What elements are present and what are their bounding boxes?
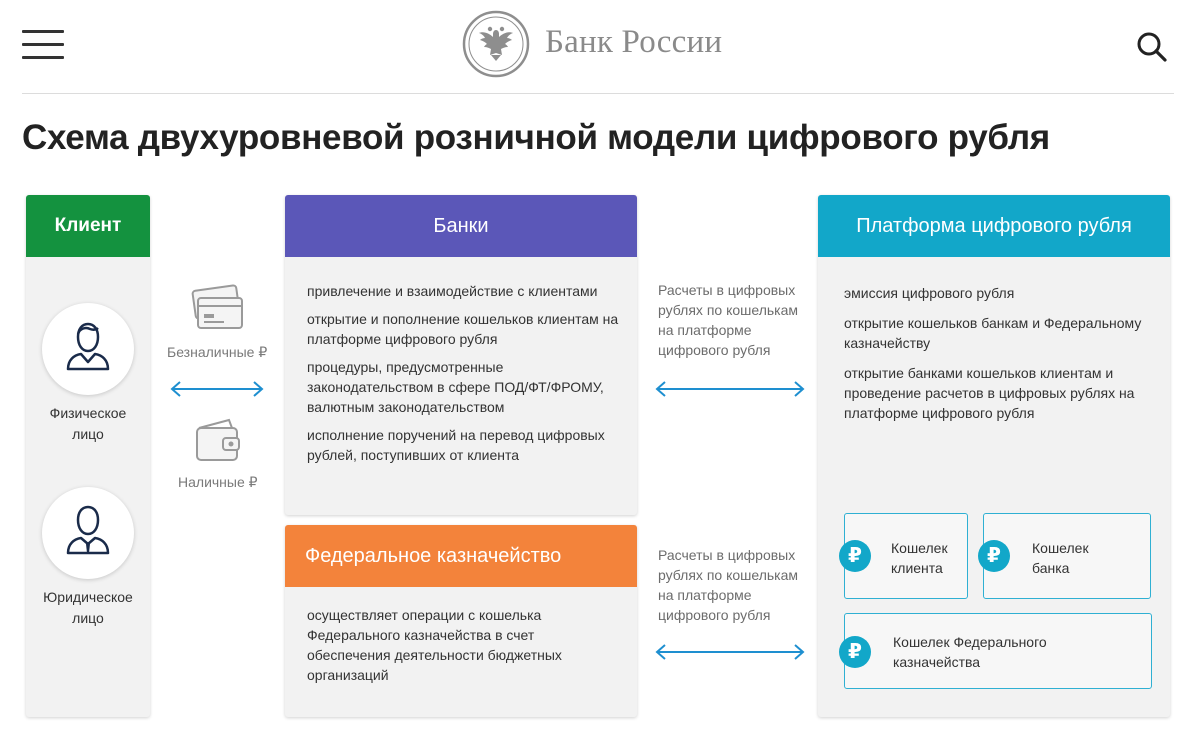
bank-wallet-label: Кошелек банка <box>1032 540 1089 576</box>
client-banks-double-arrow-icon <box>168 379 266 399</box>
client-panel-title: Клиент <box>26 195 150 257</box>
treasury-platform-double-arrow-icon <box>653 642 807 662</box>
banks-function-item: привлечение и взаимодействие с клиентами <box>307 283 598 299</box>
treasury-panel <box>285 525 637 717</box>
search-icon[interactable] <box>1134 28 1170 64</box>
legal-entity-person-icon <box>42 487 134 579</box>
banks-panel-title: Банки <box>285 195 637 257</box>
treasury-function-item: осуществляет операции с кошелька Федерального казначейства в счет обеспечения деятельности бюджетных организаций <box>307 607 562 683</box>
banks-platform-double-arrow-icon <box>653 379 807 399</box>
treasury-wallet-box <box>844 613 1152 689</box>
treasury-settlement-text: Расчеты в цифровых рублях по кошелькам на платформе цифрового рубля <box>658 547 798 623</box>
banks-function-item: процедуры, предусмотренные законодательством в сфере ПОД/ФТ/ФРОМУ, валютным законодательством <box>307 359 604 415</box>
treasury-functions-list <box>307 605 607 693</box>
banks-functions-list <box>307 281 625 473</box>
banks-function-item: открытие и пополнение кошельков клиентам на платформе цифрового рубля <box>307 311 619 347</box>
bank-cards-icon <box>188 284 246 334</box>
ruble-icon: ₽ <box>839 636 871 668</box>
cash-label: Наличные ₽ <box>178 474 258 490</box>
platform-panel-title: Платформа цифрового рубля <box>818 195 1170 257</box>
banks-panel <box>285 195 637 515</box>
cashless-label: Безналичные ₽ <box>167 344 268 360</box>
treasury-wallet-label: Кошелек Федерального казначейства <box>893 634 1047 670</box>
treasury-panel-title: Федеральное казначейство <box>285 525 637 587</box>
ruble-icon: ₽ <box>978 540 1010 572</box>
individual-label: Физическое лицо <box>49 405 127 442</box>
banks-settlement-text: Расчеты в цифровых рублях по кошелькам на платформе цифрового рубля <box>658 282 798 358</box>
platform-function-item: открытие банками кошельков клиентам и проведение расчетов в цифровых рублях на платформе цифрового рубля <box>844 365 1135 421</box>
bank-of-russia-emblem-logo <box>462 10 530 78</box>
bank-name: Банк России <box>545 24 723 60</box>
ruble-icon: ₽ <box>839 540 871 572</box>
platform-functions-list <box>844 283 1164 433</box>
banks-function-item: исполнение поручений на перевод цифровых рублей, поступивших от клиента <box>307 427 605 463</box>
platform-function-item: открытие кошельков банкам и Федеральному казначейству <box>844 315 1142 351</box>
wallet-cash-icon <box>193 416 243 464</box>
individual-person-icon <box>42 303 134 395</box>
menu-icon[interactable] <box>22 30 64 60</box>
legal-entity-label: Юридическое лицо <box>43 589 133 626</box>
header-divider <box>22 93 1174 94</box>
client-wallet-label: Кошелек клиента <box>891 540 948 576</box>
platform-function-item: эмиссия цифрового рубля <box>844 285 1015 301</box>
bank-wallet-box <box>983 513 1151 599</box>
page-title: Схема двухуровневой розничной модели цифрового рубля <box>22 118 1050 157</box>
platform-panel <box>818 195 1170 717</box>
client-wallet-box <box>844 513 968 599</box>
client-panel <box>26 195 150 717</box>
